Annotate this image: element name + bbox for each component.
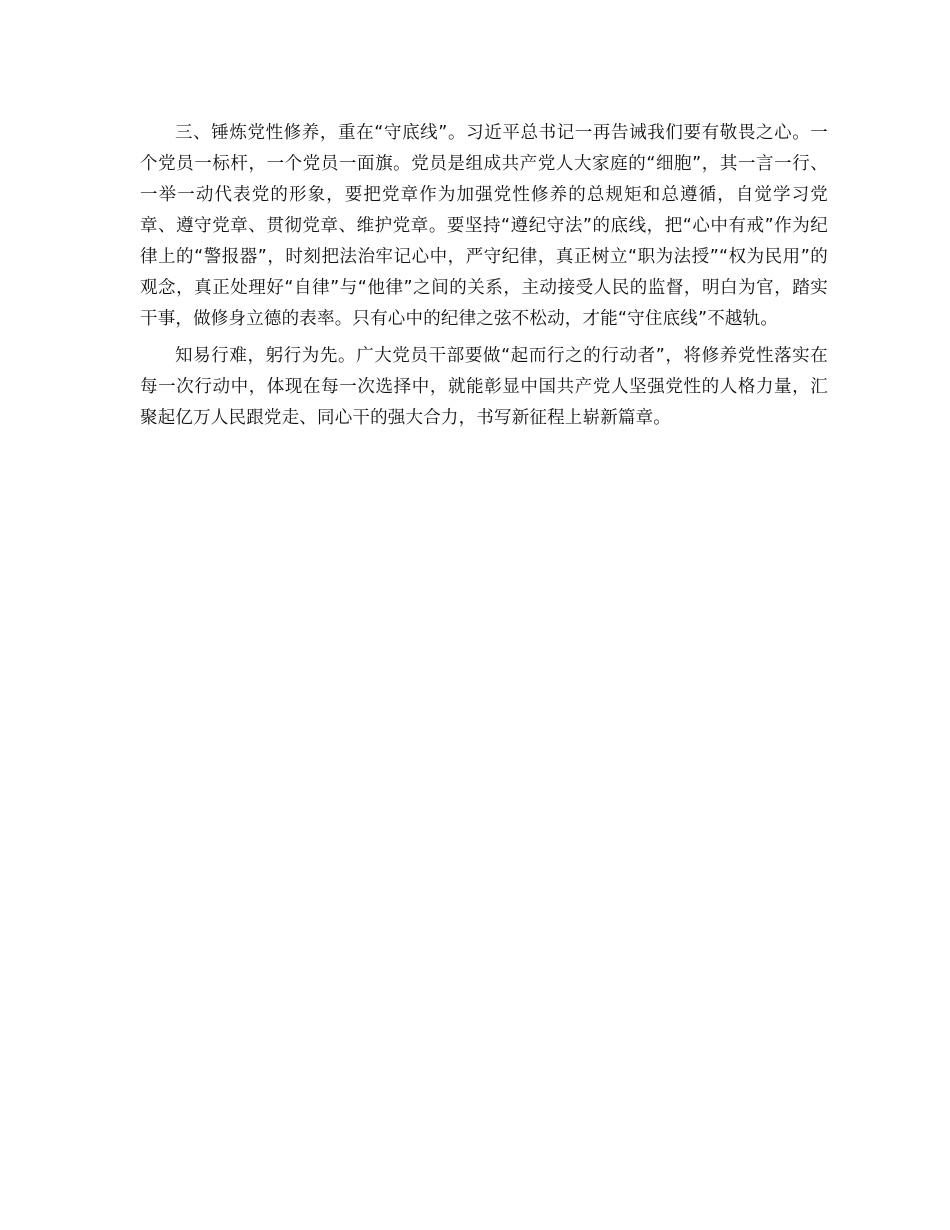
paragraph-discipline [140,118,828,335]
paragraph-conclusion [140,341,828,434]
section-heading: 三、锤炼党性修养，重在“守底线”。 [175,123,467,143]
document-body [140,118,828,440]
paragraph-text: 习近平总书记一再告诫我们要有敬畏之心。一个党员一标杆，一个党员一面旗。党员是组成共产党人大家庭的“细胞”，其一言一行、一举一动代表党的形象，要把党章作为加强党性修养的总规矩和总遵循，自觉学习党章、遵守党章、贯彻党章、维护党章。要坚持“遵纪守法”的底线，把“心中有戒”作为纪律上的“警报器”，时刻把法治牢记心中，严守纪律，真正树立“职为法授”“权为民用”的观念，真正处理好“自律”与“他律”之间的关系，主动接受人民的监督，明白为官，踏实干事，做修身立德的表率。只有心中的纪律之弦不松动，才能“守住底线”不越轨。 [140,123,829,329]
paragraph-text: 知易行难，躬行为先。广大党员干部要做“起而行之的行动者”，将修养党性落实在每一次行动中，体现在每一次选择中，就能彰显中国共产党人坚强党性的人格力量，汇聚起亿万人民跟党走、同心干的强大合力，书写新征程上崭新篇章。 [140,346,828,428]
